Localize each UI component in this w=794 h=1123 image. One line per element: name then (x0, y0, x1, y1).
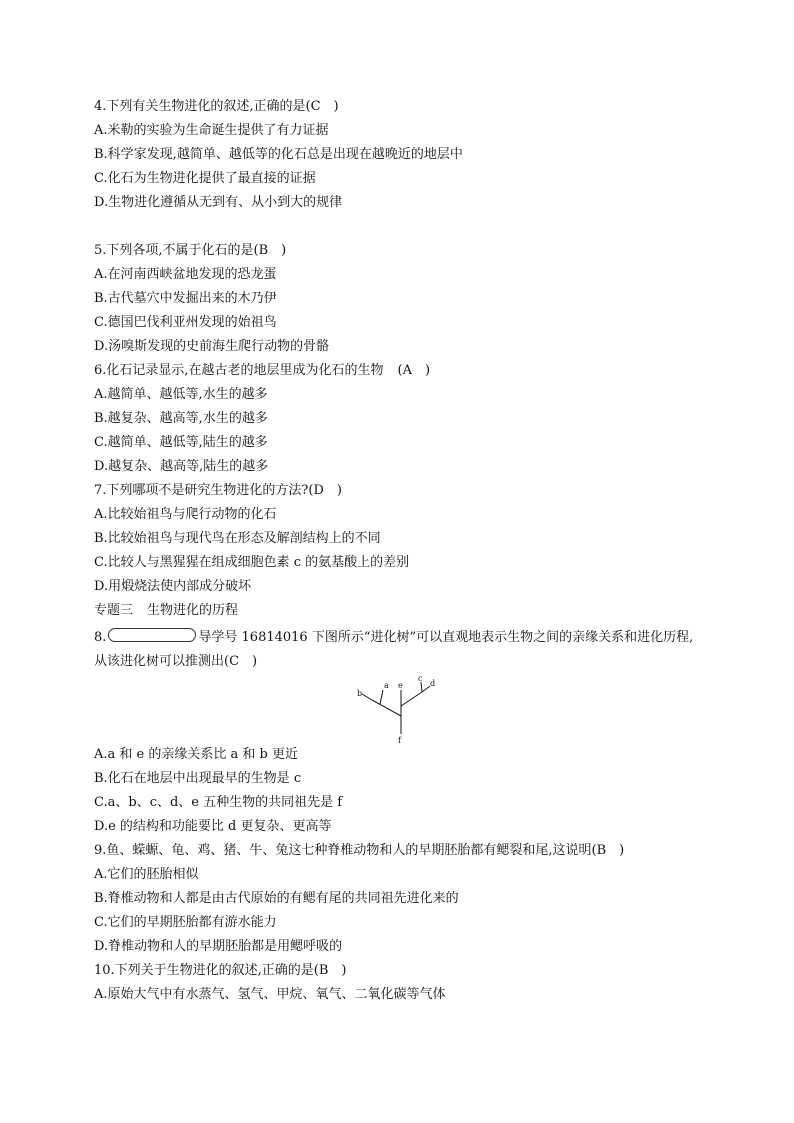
section-label: 专题三 (94, 603, 134, 618)
q6-option-a: A.越简单、越低等,水生的越多 (94, 387, 268, 402)
tree-label-e: e (398, 681, 403, 690)
q5-stem: 5.下列各项,不属于化石的是(B ) (94, 243, 287, 258)
tree-label-c: c (418, 676, 423, 683)
q6-option-b: B.越复杂、越高等,水生的越多 (94, 411, 268, 426)
section-title: 生物进化的历程 (147, 603, 239, 618)
q9-option-d: D.脊椎动物和人的早期胚胎都是用鳃呼吸的 (94, 939, 343, 954)
tree-branch-c (421, 682, 422, 692)
q10-option-a: A.原始大气中有水蒸气、氢气、甲烷、氧气、二氧化碳等气体 (94, 987, 446, 1002)
q4-option-a: A.米勒的实验为生命诞生提供了有力证据 (94, 123, 329, 138)
q10-stem: 10.下列关于生物进化的叙述,正确的是(B ) (94, 963, 347, 978)
q8-option-a: A.a 和 e 的亲缘关系比 a 和 b 更近 (94, 747, 298, 762)
tree-branch-b (362, 694, 372, 700)
tree-label-b: b (357, 689, 363, 698)
q5-option-a: A.在河南西峡盆地发现的恐龙蛋 (94, 267, 277, 282)
q8-number: 8. (94, 630, 107, 645)
evolution-tree-diagram (350, 676, 450, 746)
q6-stem (94, 362, 734, 380)
q9-option-a: A.它们的胚胎相似 (94, 867, 199, 882)
tree-branch-left (372, 700, 401, 716)
tree-label-a: a (384, 681, 389, 690)
tree-branch-right (401, 692, 422, 706)
q8-stem-text: 导学号 16814016 下图所示“进化树”可以直观地表示生物之间的亲缘关系和进化历程,从该进化树可以推测出(C ) (94, 630, 694, 669)
q7-option-a: A.比较始祖鸟与爬行动物的化石 (94, 507, 277, 522)
tree-label-d: d (430, 679, 436, 688)
q7-stem: 7.下列哪项不是研究生物进化的方法?(D ) (94, 483, 342, 498)
q4-option-b: B.科学家发现,越简单、越低等的化石总是出现在越晚近的地层中 (94, 147, 463, 162)
q7-option-b: B.比较始祖鸟与现代鸟在形态及解剖结构上的不同 (94, 531, 381, 546)
q6-option-d: D.越复杂、越高等,陆生的越多 (94, 459, 269, 474)
q4-option-c: C.化石为生物进化提供了最直接的证据 (94, 171, 316, 186)
q8-badge-icon (108, 628, 196, 642)
q6-answer: (A ) (397, 363, 431, 378)
q4-stem: 4.下列有关生物进化的叙述,正确的是(C ) (94, 99, 339, 114)
q8-option-b: B.化石在地层中出现最早的生物是 c (94, 771, 302, 786)
q8-option-d: D.e 的结构和功能要比 d 更复杂、更高等 (94, 819, 332, 834)
q9-option-b: B.脊椎动物和人都是由古代原始的有鳃有尾的共同祖先进化来的 (94, 891, 459, 906)
q6-option-c: C.越简单、越低等,陆生的越多 (94, 435, 268, 450)
tree-branch-a (380, 690, 383, 704)
q5-option-d: D.汤嗅斯发现的史前海生爬行动物的骨骼 (94, 339, 330, 354)
q7-option-d: D.用煅烧法使内部成分破坏 (94, 579, 252, 594)
q4-option-d: D.生物进化遵循从无到有、从小到大的规律 (94, 195, 343, 210)
q6-stem-text: 6.化石记录显示,在越古老的地层里成为化石的生物 (94, 363, 384, 378)
section-heading (94, 602, 734, 620)
q7-option-c: C.比较人与黑猩猩在组成细胞色素 c 的氨基酸上的差别 (94, 555, 410, 570)
q9-stem: 9.鱼、蝾螈、龟、鸡、猪、牛、兔这七种脊椎动物和人的早期胚胎都有鳃裂和尾,这说明(B ) (94, 843, 625, 858)
q9-option-c: C.它们的早期胚胎都有游水能力 (94, 915, 277, 930)
tree-label-f: f (398, 736, 401, 745)
q8-option-c: C.a、b、c、d、e 五种生物的共同祖先是 f (94, 795, 343, 810)
q5-option-b: B.古代墓穴中发掘出来的木乃伊 (94, 291, 277, 306)
q8-stem (94, 626, 706, 674)
q5-option-c: C.德国巴伐利亚州发现的始祖鸟 (94, 315, 277, 330)
tree-branch-d (422, 686, 430, 692)
